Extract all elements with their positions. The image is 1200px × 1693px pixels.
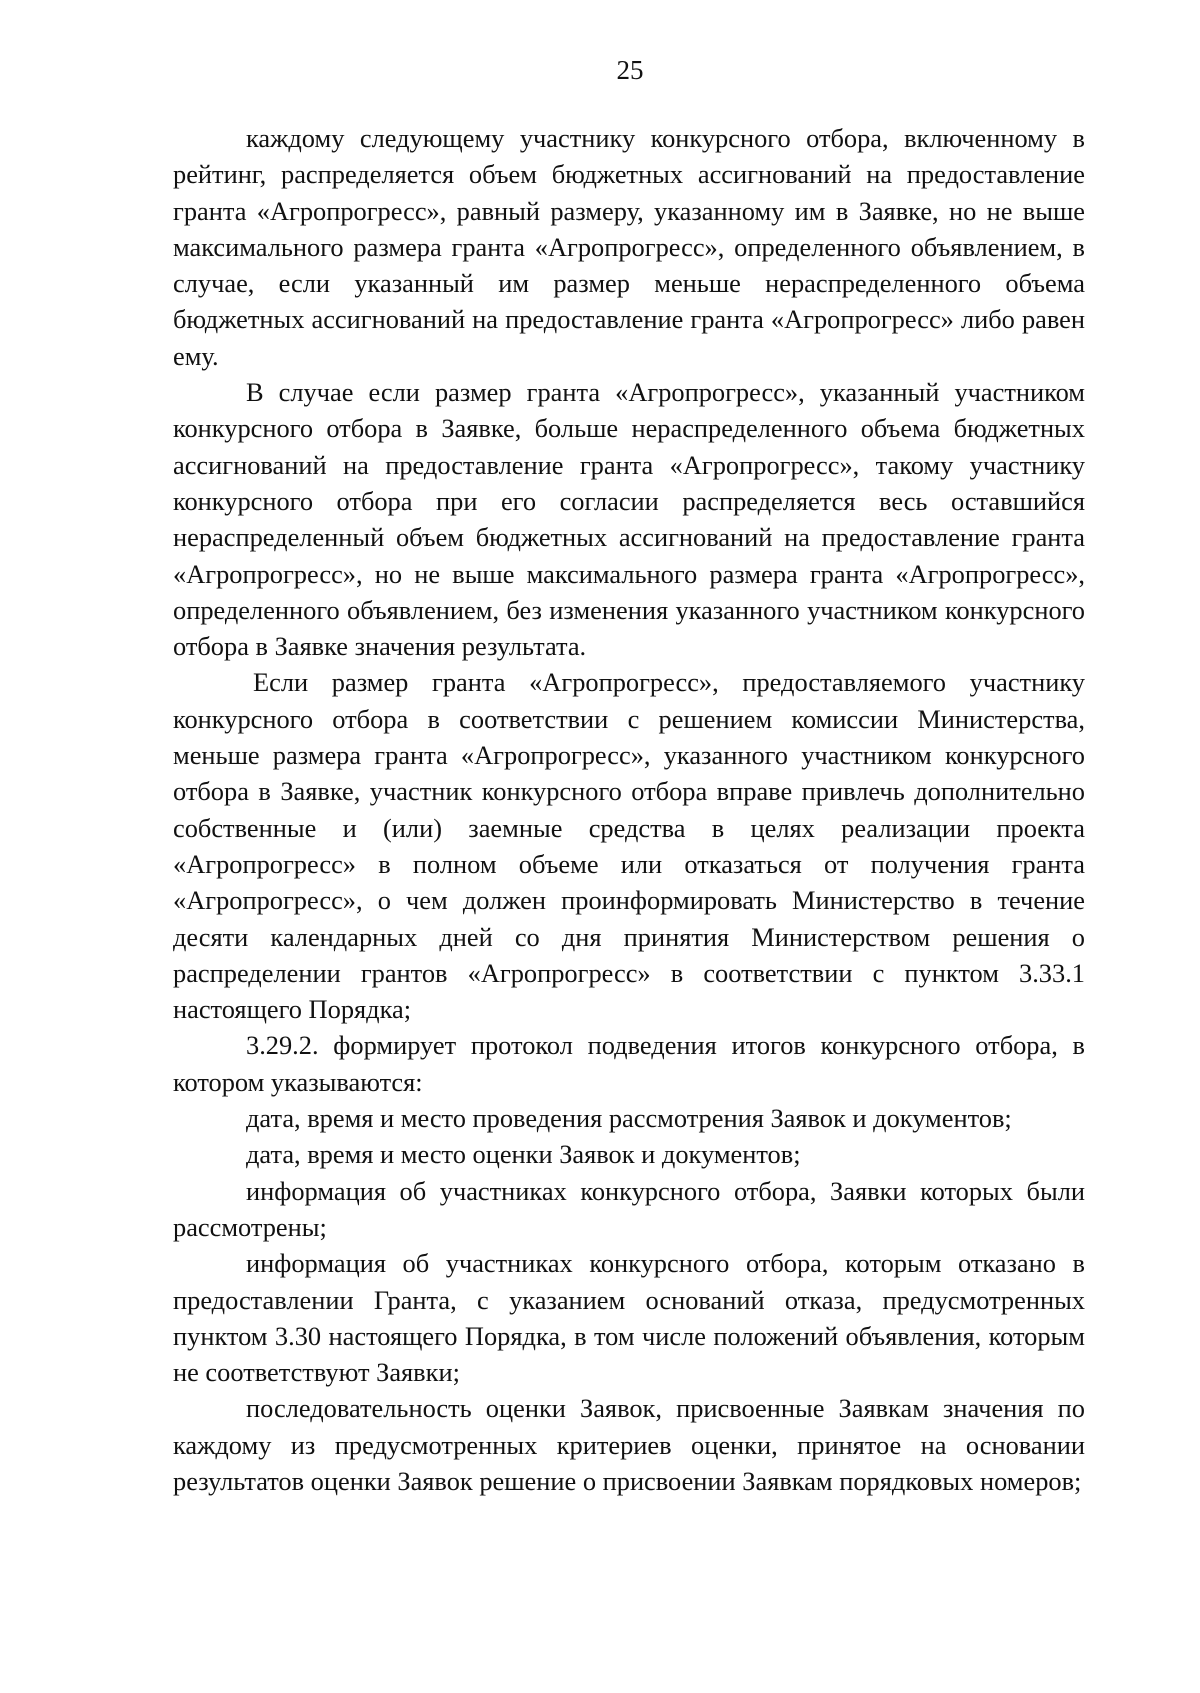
paragraph-smaller-grant: Если размер гранта «Агропрогресс», предоставляемого участнику конкурсного отбора в соответствии с решением комиссии Министерства, меньше размера гранта «Агропрогресс», указанного участником конкурсного отбора в Заявке, участник конкурсного отбора вправе привлечь дополнительно собственные и (или) заемные средства в целях реализации проекта «Агропрогресс» в полном объеме или отказаться от получения гранта «Агропрогресс», о чем должен проинформировать Министерство в течение десяти календарных дней со дня принятия Министерством решения о распределении грантов «Агропрогресс» в соответствии с пунктом 3.33.1 настоящего Порядка; — [173, 667, 1085, 1025]
paragraph-review-date: дата, время и место проведения рассмотрения Заявок и документов; — [246, 1103, 1012, 1134]
paragraph-grant-distribution: каждому следующему участнику конкурсного отбора, включенному в рейтинг, распределяется объем бюджетных ассигнований на предоставление гранта «Агропрогресс», равный размеру, указанному им в Заявке, но не выше максимального размера гранта «Агропрогресс», определенного объявлением, в случае, если указанный им размер меньше нераспределенного объема бюджетных ассигнований на предоставление гранта «Агропрогресс» либо равен ему. — [173, 123, 1085, 371]
page-number: 25 — [616, 55, 644, 85]
document-body — [173, 120, 1085, 1499]
paragraph-rejected-participants: информация об участниках конкурсного отбора, которым отказано в предоставлении Гранта, с указанием оснований отказа, предусмотренных пунктом 3.30 настоящего Порядка, в том числе положений объявления, которым не соответствуют Заявки; — [173, 1248, 1085, 1388]
paragraph-reviewed-participants: информация об участниках конкурсного отбора, Заявки которых были рассмотрены; — [173, 1175, 1085, 1242]
paragraph-remaining-allocation: В случае если размер гранта «Агропрогресс», указанный участником конкурсного отбора в Заявке, больше нераспределенного объема бюджетных ассигнований на предоставление гранта «Агропрогресс», такому участнику конкурсного отбора при его согласии распределяется весь оставшийся нераспределенный объем бюджетных ассигнований на предоставление гранта «Агропрогресс», но не выше максимального размера гранта «Агропрогресс», определенного объявлением, без изменения указанного участником конкурсного отбора в Заявке значения результата. — [173, 377, 1085, 662]
paragraph-evaluation-order: последовательность оценки Заявок, присвоенные Заявкам значения по каждому из предусмотренных критериев оценки, принятое на основании результатов оценки Заявок решение о присвоении Заявкам порядковых номеров; — [173, 1393, 1085, 1496]
paragraph-protocol: 3.29.2. формирует протокол подведения итогов конкурсного отбора, в котором указываются: — [173, 1030, 1085, 1097]
paragraph-evaluation-date: дата, время и место оценки Заявок и документов; — [246, 1139, 801, 1170]
